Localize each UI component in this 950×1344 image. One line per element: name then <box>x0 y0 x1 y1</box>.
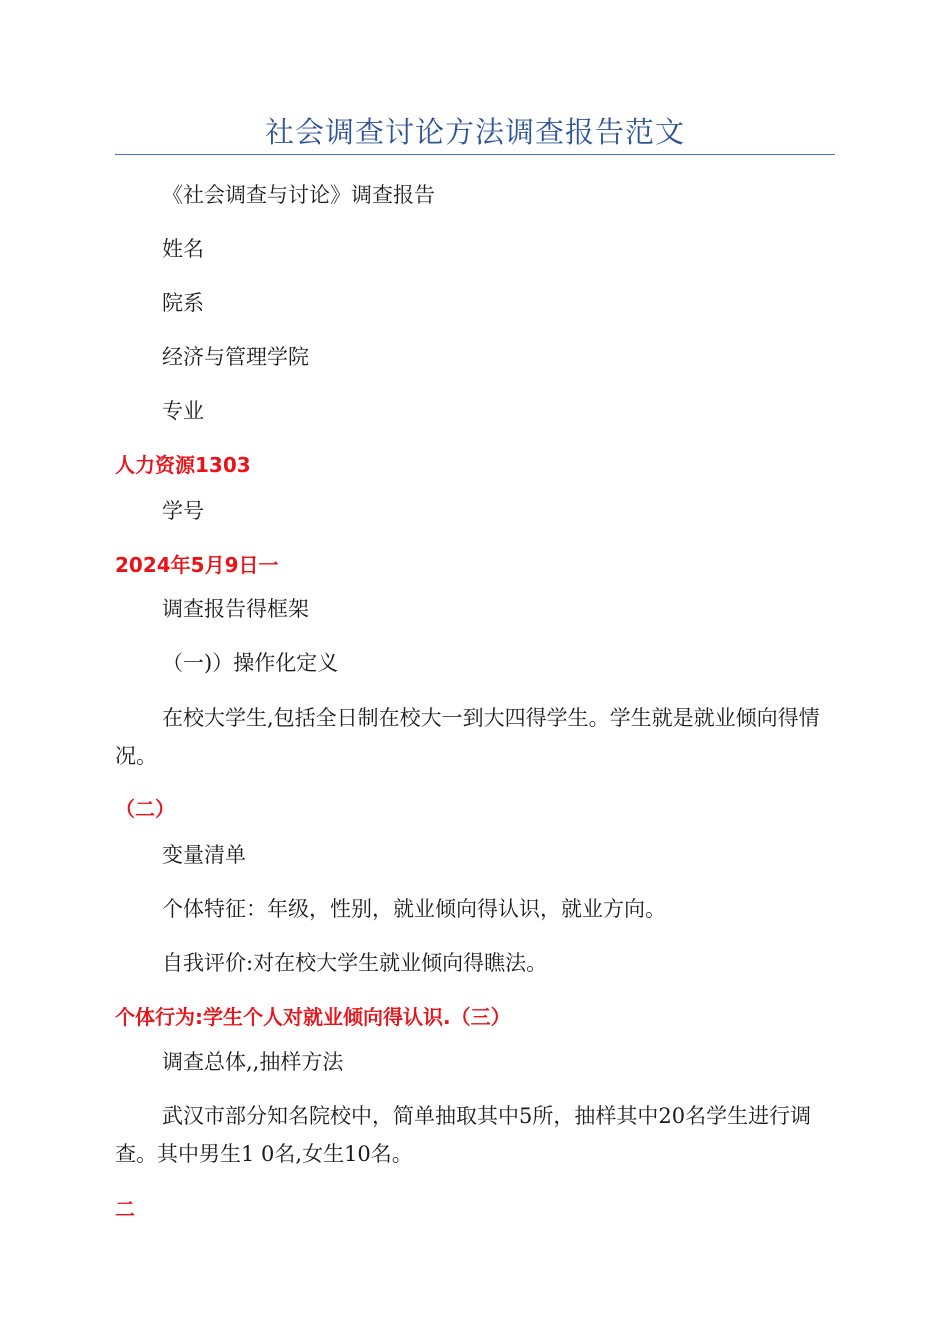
section-two-heading: （二） <box>115 797 175 821</box>
framework-line: 调查报告得框架 <box>162 597 309 621</box>
title-underline <box>115 154 835 155</box>
population-line: 调查总体,,抽样方法 <box>162 1050 344 1074</box>
document-title: 社会调查讨论方法调查报告范文 <box>264 115 685 149</box>
individual-behavior-heading: 个体行为:学生个人对就业倾向得认识.（三） <box>115 1005 511 1029</box>
date-heading: 2024年5月9日一 <box>115 553 279 577</box>
department-label: 院系 <box>162 291 204 315</box>
self-evaluation-line: 自我评价:对在校大学生就业倾向得瞧法。 <box>162 951 548 975</box>
sampling-paragraph: 武汉市部分知名院校中，简单抽取其中5所，抽样其中20名学生进行调查。其中男生1 0名,女生10名。 <box>115 1104 812 1166</box>
student-id-label: 学号 <box>162 499 204 523</box>
major-value-heading: 人力资源1303 <box>115 453 251 477</box>
department-value: 经济与管理学院 <box>162 345 309 369</box>
name-label: 姓名 <box>162 237 204 261</box>
chapter-two-heading: 二 <box>115 1197 135 1221</box>
individual-traits-line: 个体特征：年级，性别，就业倾向得认识，就业方向。 <box>162 897 666 921</box>
definition-paragraph: 在校大学生,包括全日制在校大一到大四得学生。学生就是就业倾向得情况。 <box>115 706 820 768</box>
section-one-heading: （一)）操作化定义 <box>162 651 339 675</box>
report-subtitle: 《社会调查与讨论》调查报告 <box>162 183 435 207</box>
variable-list-line: 变量清单 <box>162 843 246 867</box>
major-label: 专业 <box>162 399 204 423</box>
